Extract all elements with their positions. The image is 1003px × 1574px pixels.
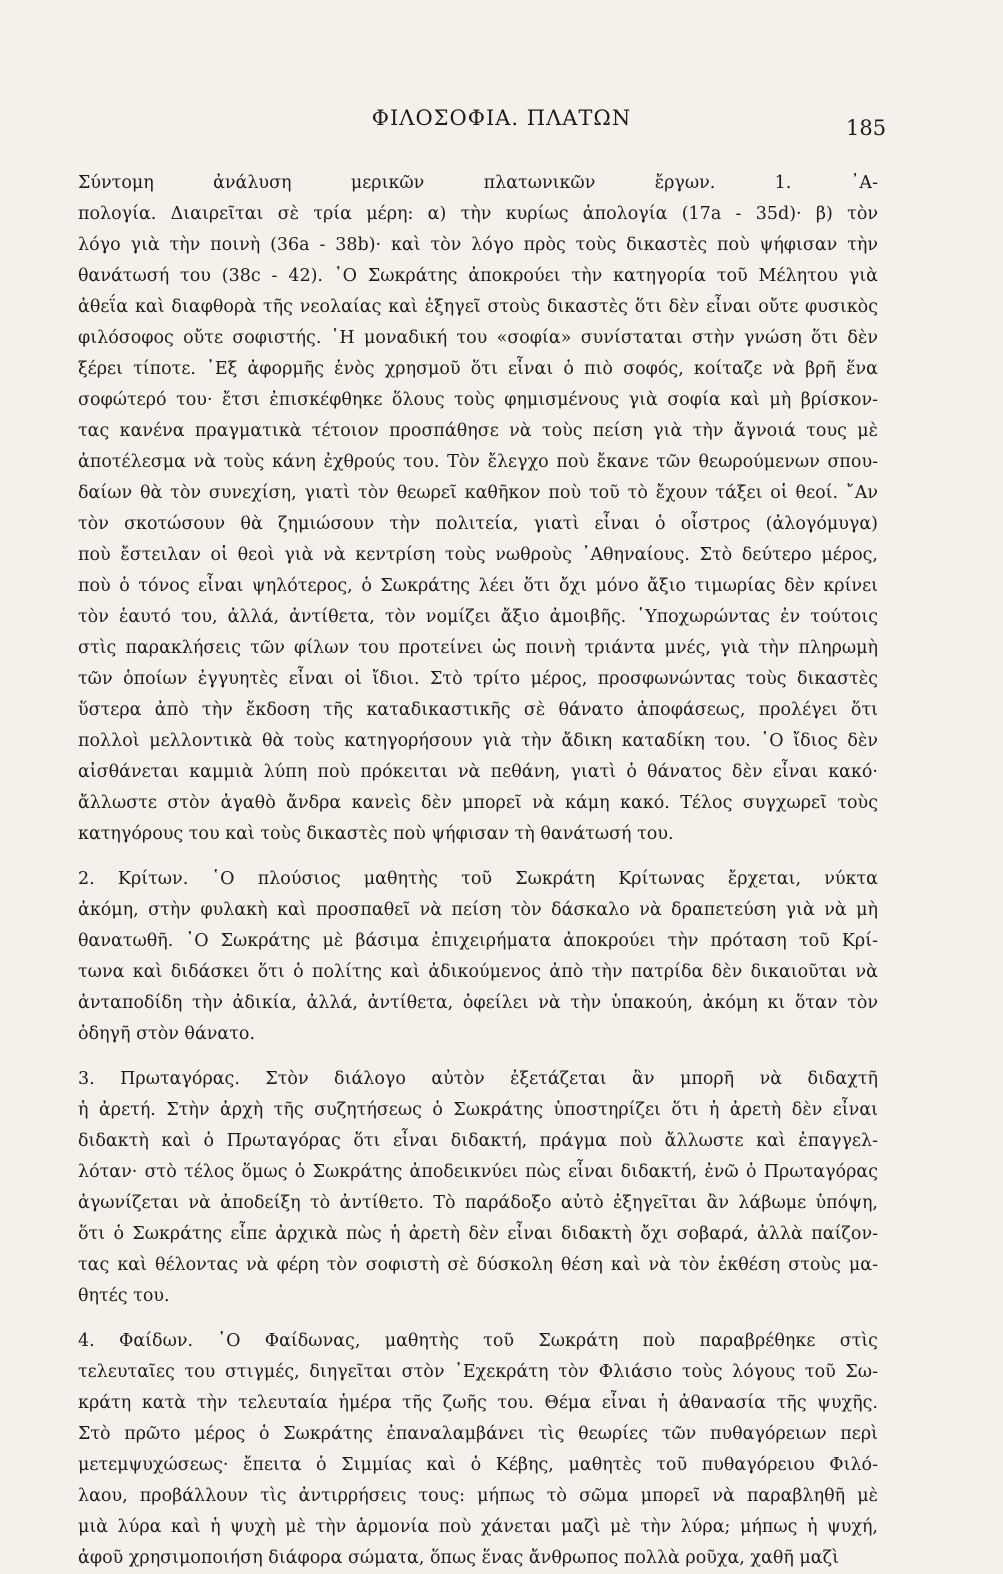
- text-line: τωνα καὶ διδάσκει ὅτι ὁ πολίτης καὶ ἀδικούμενος ἀπὸ τὴν πατρίδα δὲν δικαιοῦται νὰ: [78, 962, 878, 982]
- text-line: πολογία. Διαιρεῖται σὲ τρία μέρη: α) τὴν κυρίως ἀπολογία (17a - 35d)· β) τὸν: [78, 204, 878, 224]
- text-line: κατηγόρους του καὶ τοὺς δικαστὲς ποὺ ψήφισαν τὴ θανάτωσή του.: [78, 824, 674, 844]
- text-line: θητές του.: [78, 1286, 170, 1306]
- text-line: ποὺ ὁ τόνος εἶναι ψηλότερος, ὁ Σωκράτης λέει ὅτι ὄχι μόνο ἄξιο τιμωρίας δὲν κρίνει: [78, 576, 878, 596]
- text-line: ὅτι ὁ Σωκράτης εἶπε ἀρχικὰ πὼς ἡ ἀρετὴ δὲν εἶναι διδακτὴ ὄχι σοβαρά, ἀλλὰ παίζον-: [78, 1224, 878, 1244]
- text-line: Στὸ πρῶτο μέρος ὁ Σωκράτης ἐπαναλαμβάνει τὶς θεωρίες τῶν πυθαγόρειων περὶ: [78, 1424, 878, 1444]
- text-line: διδακτὴ καὶ ὁ Πρωταγόρας ὅτι εἶναι διδακτή, πράγμα ποὺ ἄλλωστε καὶ ἐπαγγελ-: [78, 1131, 878, 1151]
- text-line: τελευταῖες του στιγμές, διηγεῖται στὸν ᾿Εχεκράτη τὸν Φλιάσιο τοὺς λόγους τοῦ Σω-: [78, 1362, 878, 1382]
- text-line: ἄλλωστε στὸν ἀγαθὸ ἄνδρα κανεὶς δὲν μπορεῖ νὰ κάμη κακό. Τέλος συγχωρεῖ τοὺς: [78, 793, 878, 813]
- text-line: μιὰ λύρα καὶ ἡ ψυχὴ μὲ τὴν ἁρμονία ποὺ χάνεται μαζὶ μὲ τὴν λύρα; μήπως ἡ ψυχή,: [78, 1517, 878, 1537]
- text-line: ὁδηγῆ στὸν θάνατο.: [78, 1024, 256, 1044]
- text-line: κράτη κατὰ τὴν τελευταία ἡμέρα τῆς ζωῆς του. Θέμα εἶναι ἡ ἀθανασία τῆς ψυχῆς.: [78, 1393, 878, 1413]
- text-line: ἀνταποδίδη τὴν ἀδικία, ἀλλά, ἀντίθετα, ὀφείλει νὰ τὴν ὑπακούη, ἀκόμη κι ὅταν τὸν: [78, 993, 878, 1013]
- text-line: σοφώτερό του· ἔτσι ἐπισκέφθηκε ὅλους τοὺς φημισμένους γιὰ σοφία καὶ μὴ βρίσκον-: [78, 390, 878, 410]
- text-line: ἀποτέλεσμα νὰ τοὺς κάνη ἐχθρούς του. Τὸν ἔλεγχο ποὺ ἔκανε τῶν θεωρούμενων σπου-: [78, 452, 878, 472]
- page-number: 185: [846, 116, 887, 140]
- text-line: φιλόσοφος οὔτε σοφιστής. ῾Η μοναδική του «σοφία» συνίσταται στὴν γνώση ὅτι δὲν: [78, 328, 878, 348]
- text-line: ποὺ ἔστειλαν οἱ θεοὶ γιὰ νὰ κεντρίση τοὺς νωθροὺς ᾿Αθηναίους. Στὸ δεύτερο μέρος,: [78, 545, 878, 565]
- text-line: ὕστερα ἀπὸ τὴν ἔκδοση τῆς καταδικαστικῆς σὲ θάνατο ἀποφάσεως, προλέγει ὅτι: [78, 700, 878, 720]
- text-line: λόταν· στὸ τέλος ὅμως ὁ Σωκράτης ἀποδεικνύει πὼς εἶναι διδακτή, ἐνῶ ὁ Πρωταγόρας: [78, 1162, 878, 1182]
- text-line: λαου, προβάλλουν τὶς ἀντιρρήσεις τους: μήπως τὸ σῶμα μπορεῖ νὰ παραβληθῆ μὲ: [78, 1486, 878, 1506]
- text-line: λόγο γιὰ τὴν ποινὴ (36a - 38b)· καὶ τὸν λόγο πρὸς τοὺς δικαστὲς ποὺ ψήφισαν τὴν: [78, 235, 878, 255]
- text-line: δαίων θὰ τὸν συνεχίση, γιατὶ τὸν θεωρεῖ καθῆκον ποὺ τοῦ τὸ ἔχουν τάξει οἱ θεοί. ῎Αν: [78, 483, 878, 503]
- running-title: ΦΙΛΟΣΟΦΙΑ. ΠΛΑΤΩΝ: [371, 106, 632, 130]
- body-text: [78, 168, 878, 1574]
- text-line: θανατωθῆ. ῾Ο Σωκράτης μὲ βάσιμα ἐπιχειρήματα ἀποκρούει τὴν πρόταση τοῦ Κρί-: [78, 931, 878, 951]
- text-line: ἀκόμη, στὴν φυλακὴ καὶ προσπαθεῖ νὰ πείση τὸν δάσκαλο νὰ δραπετεύση γιὰ νὰ μὴ: [78, 900, 878, 920]
- text-line: ἀφοῦ χρησιμοποιήση διάφορα σώματα, ὅπως ἕνας ἄνθρωπος πολλὰ ροῦχα, χαθῆ μαζὶ: [78, 1548, 839, 1568]
- text-line: τῶν ὁποίων ἐγγυητὲς εἶναι οἱ ἴδιοι. Στὸ τρίτο μέρος, προσφωνώντας τοὺς δικαστὲς: [78, 669, 878, 689]
- text-line: Σύντομη ἀνάλυση μερικῶν πλατωνικῶν ἔργων. 1. ᾿Α-: [78, 173, 878, 193]
- text-line: ἀθεΐα καὶ διαφθορὰ τῆς νεολαίας καὶ ἐξηγεῖ στοὺς δικαστὲς ὅτι δὲν εἶναι οὔτε φυσικὸς: [78, 297, 878, 317]
- text-line: μετεμψυχώσεως· ἔπειτα ὁ Σιμμίας καὶ ὁ Κέβης, μαθητὲς τοῦ πυθαγόρειου Φιλό-: [78, 1455, 878, 1475]
- text-line: στὶς παρακλήσεις τῶν φίλων του προτείνει ὡς ποινὴ τριάντα μνές, γιὰ τὴν πληρωμὴ: [78, 638, 878, 658]
- text-line: πολλοὶ μελλοντικὰ θὰ τοὺς κατηγορήσουν γιὰ τὴν ἄδικη καταδίκη του. ῾Ο ἴδιος δὲν: [78, 731, 878, 751]
- text-line: αἰσθάνεται καμμιὰ λύπη ποὺ πρόκειται νὰ πεθάνη, γιατὶ ὁ θάνατος δὲν εἶναι κακό·: [78, 762, 878, 782]
- text-line: θανάτωσή του (38c - 42). ῾Ο Σωκράτης ἀποκρούει τὴν κατηγορία τοῦ Μέλητου γιὰ: [78, 266, 878, 286]
- text-line: τὸν ἑαυτό του, ἀλλά, ἀντίθετα, τὸν νομίζει ἄξιο ἀμοιβῆς. ῾Υποχωρώντας ἐν τούτοις: [78, 607, 878, 627]
- text-line: 2. Κρίτων. ῾Ο πλούσιος μαθητὴς τοῦ Σωκράτη Κρίτωνας ἔρχεται, νύκτα: [78, 869, 878, 889]
- text-line: τὸν σκοτώσουν θὰ ζημιώσουν τὴν πολιτεία, γιατὶ εἶναι ὁ οἶστρος (ἀλογόμυγα): [78, 514, 878, 534]
- text-line: ἡ ἀρετή. Στὴν ἀρχὴ τῆς συζητήσεως ὁ Σωκράτης ὑποστηρίζει ὅτι ἡ ἀρετὴ δὲν εἶναι: [78, 1100, 878, 1120]
- text-line: τας κανένα πραγματικὰ τέτοιον προσπάθησε νὰ τοὺς πείση γιὰ τὴν ἄγνοιά τους μὲ: [78, 421, 878, 441]
- text-line: 3. Πρωταγόρας. Στὸν διάλογο αὐτὸν ἐξετάζεται ἂν μπορῆ νὰ διδαχτῆ: [78, 1069, 878, 1089]
- text-line: ξέρει τίποτε. ᾿Εξ ἀφορμῆς ἑνὸς χρησμοῦ ὅτι εἶναι ὁ πιὸ σοφός, κοίταζε νὰ βρῆ ἕνα: [78, 359, 878, 379]
- text-line: τας καὶ θέλοντας νὰ φέρη τὸν σοφιστὴ σὲ δύσκολη θέση καὶ νὰ τὸν ἐκθέση στοὺς μα-: [78, 1255, 878, 1275]
- text-line: ἀγωνίζεται νὰ ἀποδείξη τὸ ἀντίθετο. Τὸ παράδοξο αὐτὸ ἐξηγεῖται ἂν λάβωμε ὑπόψη,: [78, 1193, 878, 1213]
- text-line: 4. Φαίδων. ῾Ο Φαίδωνας, μαθητὴς τοῦ Σωκράτη ποὺ παραβρέθηκε στὶς: [78, 1331, 878, 1351]
